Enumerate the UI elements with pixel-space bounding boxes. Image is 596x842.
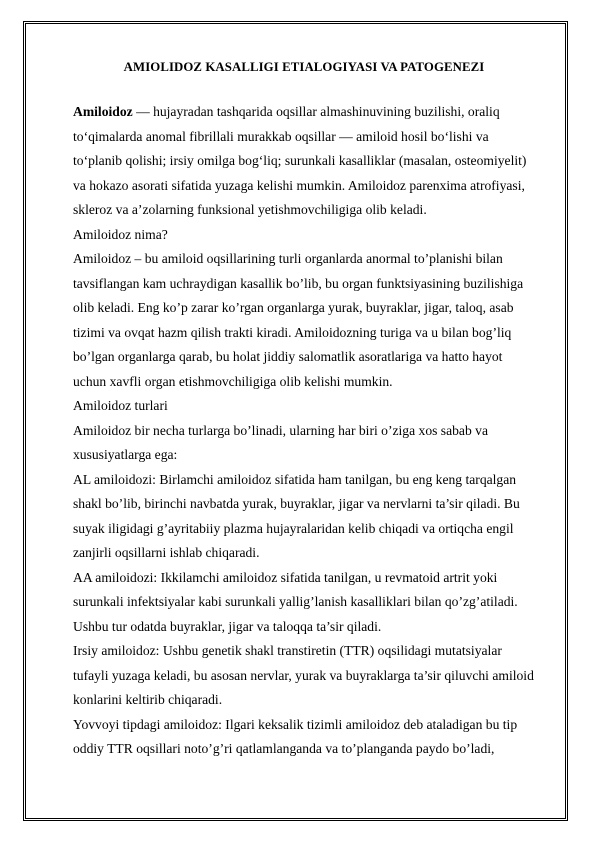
intro-paragraph [73, 100, 535, 223]
aa-amyloidosis-paragraph: AA amiloidozi: Ikkilamchi amiloidoz sifatida tanilgan, u revmatoid artrit yoki surunkali infektsiyalar kabi surunkali yallig’lanish kasalliklari bilan qo’zg’atiladi. Ushbu tur odatda buyraklar, jigar va taloqqa ta’sir qiladi. [73, 569, 518, 634]
intro-text: — hujayradan tashqarida oqsillar almashinuvining buzilishi, oraliq to‘qimalarda anomal fibrillali murakkab oqsillar — amiloid hosil bo‘lishi va to‘planib qolishi; irsiy omilga bog‘liq; surunkali kasalliklar (masalan, osteomiyelit) va hokazo asorati sifatida yuzaga kelishi mumkin. Amiloidoz parenxima atrofiyasi, skleroz va a’zolarning funksional yetishmovchiligiga olib keladi. [73, 104, 527, 217]
heading-what-is: Amiloidoz nima? [73, 226, 168, 242]
hereditary-amyloidosis-paragraph: Irsiy amiloidoz: Ushbu genetik shakl transtiretin (TTR) oqsilidagi mutatsiyalar tufayli yuzaga keladi, bu asosan nervlar, yurak va buyraklarga ta’sir qiluvchi amiloid konlarini keltirib chiqaradi. [73, 643, 534, 707]
document-body [73, 58, 535, 762]
definition-paragraph: Amiloidoz – bu amiloid oqsillarining turli organlarda anormal to’planishi bilan tavsiflangan kam uchraydigan kasallik bo’lib, bu organ funktsiyasining buzilishiga olib keladi. Eng ko’p zarar ko’rgan organlarga yurak, buyraklar, jigar, taloq, asab tizimi va ovqat hazm qilish trakti kiradi. Amiloidozning turiga va u bilan bog’liq bo’lgan organlarga qarab, bu holat jiddiy salomatlik asoratlariga va hatto hayot uchun xavfli organ etishmovchiligiga olib kelishi mumkin. [73, 251, 524, 389]
al-amyloidosis-paragraph: AL amiloidozi: Birlamchi amiloidoz sifatida ham tanilgan, bu eng keng tarqalgan shakl bo’lib, birinchi navbatda yurak, buyraklar, jigar va nervlarni ta’sir qiladi. Bu suyak iligidagi g’ayritabiiy plazma hujayralaridan kelib chiqadi va ortiqcha engil zanjirli oqsillarni ishlab chiqaradi. [73, 471, 520, 560]
intro-term: Amiloidoz [73, 104, 133, 119]
heading-types: Amiloidoz turlari [73, 398, 168, 413]
types-intro-paragraph: Amiloidoz bir necha turlarga bo’linadi, ularning har biri o’ziga xos sabab va xususiyatlarga ega: [73, 422, 488, 462]
document-title: AMIOLIDOZ KASALLIGI ETIALOGIYASI VA PATOGENEZI [123, 60, 485, 74]
wild-type-amyloidosis-paragraph: Yovvoyi tipdagi amiloidoz: Ilgari keksalik tizimli amiloidoz deb ataladigan bu tip oddiy TTR oqsillari noto’g’ri qatlamlanganda va to’planganda paydo bo’ladi, [73, 716, 518, 756]
